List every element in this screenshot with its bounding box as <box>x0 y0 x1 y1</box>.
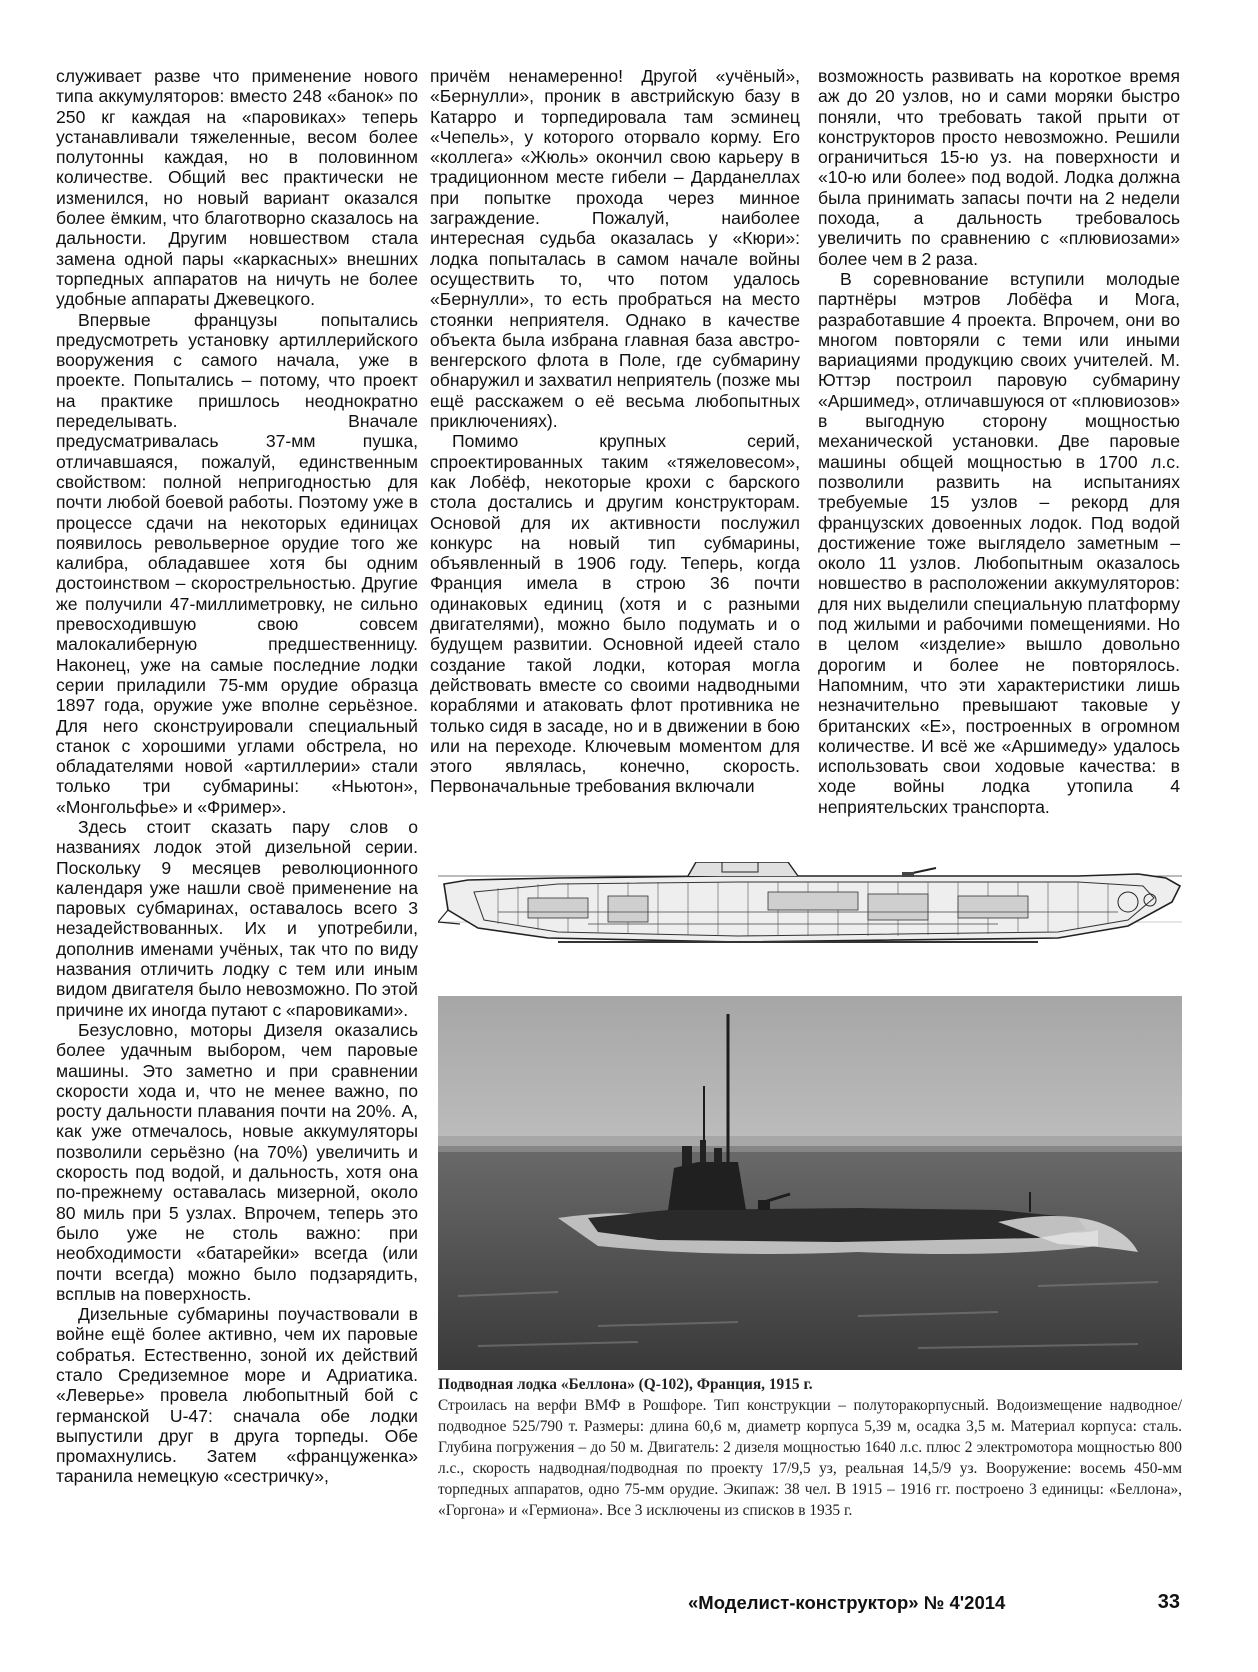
text-column-3 <box>818 66 1180 817</box>
caption-text: Строилась на верфи ВМФ в Рошфоре. Тип конструкции – полуторакорпусный. Водоизмещение надводное/подводное 525/790 т. Размеры: длина 60,6 м, диаметр корпуса 5,39 м, осадка 3,5 м. Материал корпуса: сталь. Глубина погружения – до 50 м. Двигатель: 2 дизеля мощностью 1640 л.с. плюс 2 электромотора мощностью 800 л.с., скорость надводная/подводная по проекту 17/9,5 уз, реальная 14,5/9 уз. Вооружение: восемь 450-мм торпедных аппаратов, одно 75-мм орудие. Экипаж: 38 чел. В 1915 – 1916 гг. построено 3 единицы: «Беллона», «Горгона» и «Гермиона». Все 3 исключены из списков в 1935 г. <box>438 1397 1182 1519</box>
text-column-2 <box>430 66 800 797</box>
paragraph: Помимо крупных серий, спроектированных таким «тяжеловесом», как Лобёф, некоторые крохи с барского стола достались и другим конструкторам. Основой для их активности послужил конкурс на новый тип субмарины, объявленный в 1906 году. Теперь, когда Франция имела в строю 36 почти одинаковых единиц (хотя и с разными двигателями), можно было подумать и о будущем развитии. Основной идеей стало создание такой лодки, которая могла действовать вместе со своими надводными кораблями и атаковать флот противника не только сидя в засаде, но и в движении в бою или на переходе. Ключевым моментом для этого являлась, конечно, скорость. Первоначальные требования включали <box>430 431 800 797</box>
page-footer <box>688 1592 1180 1620</box>
paragraph: Впервые французы попытались предусмотреть установку артиллерийского вооружения с самого начала, уже в проекте. Попытались – потому, что проект на практике пришлось неоднократно переделывать. Вначале предусматривалась 37-мм пушка, отличавшаяся, пожалуй, единственным свойством: полной непригодностью для почти любой боевой работы. Поэтому уже в процессе сдачи на некоторых единицах появилось револьверное орудие того же калибра, обладавшее хотя бы одним достоинством – скорострельностью. Другие же получили 47-миллиметровку, не сильно превосходившую свою совсем малокалиберную предшественницу. Наконец, уже на самые последние лодки серии приладили 75-мм орудие образца 1897 года, оружие уже вполне серьёзное. Для него сконструировали специальный станок с хорошими углами обстрела, но обладателями новой «артиллерии» стали только три субмарины: «Ньютон», «Монгольфье» и «Фример». <box>56 309 418 817</box>
text-column-1 <box>56 66 418 1487</box>
figure-caption <box>438 1374 1182 1521</box>
paragraph: Дизельные субмарины поучаствовали в войне ещё более активно, чем их паровые собратья. Естественно, зоной их действий стало Средиземное море и Адриатика. «Леверье» провела любопытный бой с германской U-47: сначала обе лодки выпустили друг в друга торпеды. Обе промахнулись. Затем «француженка» таранила немецкую «сестричку», <box>56 1304 418 1487</box>
paragraph: Безусловно, моторы Дизеля оказались более удачным выбором, чем паровые машины. Это заметно и при сравнении скорости хода и, что не менее важно, по росту дальности плавания почти на 20%. А, как уже отмечалось, новые аккумуляторы позволили серьёзно (на 70%) увеличить и скорость под водой, и дальность, хотя она по-прежнему оставалась мизерной, около 80 миль при 5 узлах. Впрочем, теперь это было уже не столь важно: при необходимости «батарейки» всегда (или почти всегда) можно было подзарядить, всплыв на поверхность. <box>56 1019 418 1304</box>
paragraph: возможность развивать на короткое время аж до 20 узлов, но и сами моряки быстро поняли, что требовать такой прыти от конструкторов просто невозможно. Решили ограничиться 15-ю уз. на поверхности и «10-ю или более» под водой. Лодка должна была принимать запасы почти на 2 недели похода, а дальность требовалось увеличить по сравнению с «плювиозами» более чем в 2 раза. <box>818 66 1180 269</box>
paragraph: Здесь стоит сказать пару слов о названиях лодок этой дизельной серии. Поскольку 9 месяцев революционного календаря уже нашли своё применение на паровых субмаринах, оставалось всего 3 незадействованных. Их и употребили, дополнив именами учёных, так что по виду названия отличить лодку с тем или иным видом двигателя было невозможно. По этой причине их иногда путают с «паровиками». <box>56 816 418 1020</box>
paragraph: служивает разве что применение нового типа аккумуляторов: вместо 248 «банок» по 250 кг каждая на «паровиках» теперь устанавливали тяжеленные, весом более полутонны каждая, но в половинном количестве. Общий вес практически не изменился, но новый вариант оказался более ёмким, что благотворно сказалось на дальности. Другим новшеством стала замена одной пары «каркасных» внешних торпедных аппаратов на ничуть не более удобные аппараты Джевецкого. <box>56 66 418 310</box>
submarine-photo <box>438 996 1182 1370</box>
magazine-title: «Моделист-конструктор» № 4'2014 <box>688 1592 1006 1613</box>
paragraph: В соревнование вступили молодые партнёры мэтров Лобёфа и Мога, разработавшие 4 проекта. Впрочем, они во многом повторяли с теми или иными вариациями продукцию своих учителей. М. Юттэр построил паровую субмарину «Аршимед», отличавшуюся от «плювиозов» в выгодную сторону мощностью механической установки. Две паровые машины общей мощностью в 1700 л.с. позволили развить на испытаниях требуемые 15 узлов – рекорд для французских довоенных лодок. Под водой достижение тоже выглядело заметным – около 11 узлов. Любопытным оказалось новшество в расположении аккумуляторов: для них выделили специальную платформу под жилыми и рабочими помещениями. Но в целом «изделие» вышло довольно дорогим и более не повторялось. Напомним, что эти характеристики лишь незначительно превышают таковые у британских «Е», построенных в огромном количестве. И всё же «Аршимеду» удалось использовать свои ходовые качества: в ходе войны лодка утопила 4 неприятельских транспорта. <box>818 268 1180 817</box>
paragraph: причём ненамеренно! Другой «учёный», «Бернулли», проник в австрийскую базу в Катарро и торпедировала там эсминец «Чепель», у которого оторвало корму. Его «коллега» «Жюль» окончил свою карьеру в традиционном месте гибели – Дарданеллах при попытке прохода через минное заграждение. Пожалуй, наиболее интересная судьба оказалась у «Кюри»: лодка попыталась в самом начале войны осуществить то, что потом удалось «Бернулли», то есть пробраться на место стоянки неприятеля. Однако в качестве объекта была избрана главная база австро-венгерского флота в Поле, где субмарину обнаружил и захватил неприятель (позже мы ещё расскажем о её весьма любопытных приключениях). <box>430 66 800 432</box>
submarine-section-drawing <box>438 862 1182 986</box>
page-number: 33 <box>1157 1591 1180 1613</box>
caption-title: Подводная лодка «Беллона» (Q-102), Франция, 1915 г. <box>438 1376 813 1393</box>
